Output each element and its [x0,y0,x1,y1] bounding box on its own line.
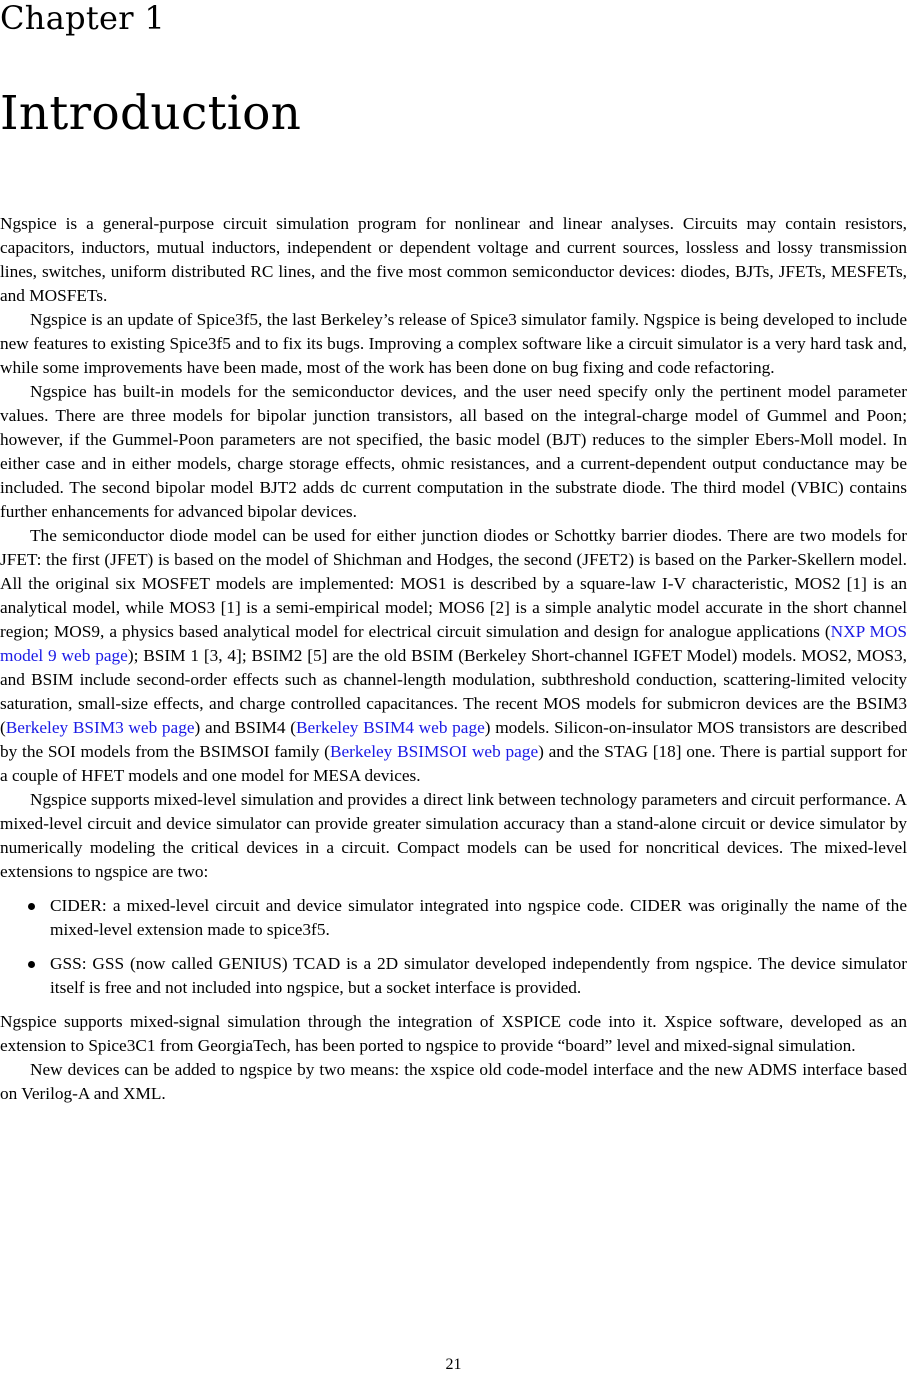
chapter-label: Chapter 1 [0,0,165,37]
list-item-text: CIDER: a mixed-level circuit and device simulator integrated into ngspice code. CIDER was originally the name of the mixed-level extension made to spice3f5. [50,896,907,939]
list-item-text: GSS: GSS (now called GENIUS) TCAD is a 2D simulator developed independently from ngspice. The device simulator itself is free and not included into ngspice, but a socket interface is provided. [50,954,907,997]
paragraph-text: The semiconductor diode model can be used for either junction diodes or Schottky barrier diodes. There are two models for JFET: the first (JFET) is based on the model of Shichman and Hodges, the second (JFET2) is based on the Parker-Skellern model. All the original six MOSFET models are implemented: MOS1 is described by a square-law I-V characteristic, MOS2 [1] is an analytical model, while MOS3 [1] is a semi-empirical model; MOS6 [2] is a simple analytic model accurate in the short channel region; MOS9, a physics based analytical model for electrical circuit simulation and design for analogue applications ( [0,526,907,641]
berkeley-bsim3-link[interactable]: Berkeley BSIM3 web page [5,718,195,737]
list-item-cider [0,894,907,942]
paragraph-new-devices: New devices can be added to ngspice by two means: the xspice old code-model interface and the new ADMS interface based on Verilog-A and XML. [0,1060,907,1103]
mixed-level-extensions-list [0,894,907,1000]
chapter-title: Introduction [0,86,302,141]
paragraph-text: ); BSIM 1 [3, 4]; BSIM2 [5] are the old BSIM (Berkeley Short-channel IGFET Model) models. MOS2, MOS3, and BSIM include second-order effects such as channel-length modulation, subthreshold conduction, scattering-limited velocity saturation, small-size effects, and charge controlled capacitances. The recent MOS models for submicron devices are the BSIM3 ( [0,646,907,737]
paragraph-text: ) and BSIM4 ( [194,718,296,737]
bullet-icon [28,961,35,968]
berkeley-bsimsoi-link[interactable]: Berkeley BSIMSOI web page [329,742,539,761]
berkeley-bsim4-link[interactable]: Berkeley BSIM4 web page [296,718,485,737]
paragraph-overview: Ngspice is a general-purpose circuit simulation program for nonlinear and linear analyses. Circuits may contain resistors, capacitors, inductors, mutual inductors, independent or dependent voltage and current sources, lossless and lossy transmission lines, switches, uniform distributed RC lines, and the five most common semiconductor devices: diodes, BJTs, JFETs, MESFETs, and MOSFETs. [0,214,907,305]
paragraph-text: ) and the STAG [18] one. There is partial support for a couple of HFET models and one model for MESA devices. [0,742,907,785]
paragraph-spice3f5-update: Ngspice is an update of Spice3f5, the last Berkeley’s release of Spice3 simulator family. Ngspice is being developed to include new features to existing Spice3f5 and to fix its bugs. Improving a complex software like a circuit simulator is a very hard task and, while some improvements have been made, most of the work has been done on bug fixing and code refactoring. [0,310,907,377]
paragraph-mixed-signal: Ngspice supports mixed-signal simulation through the integration of XSPICE code into it. Xspice software, developed as an extension to Spice3C1 from GeorgiaTech, has been ported to ngspice to provide “board” level and mixed-signal simulation. [0,1012,907,1055]
nxp-mos-model-9-link[interactable]: NXP MOS model 9 web page [0,622,907,665]
list-item-gss [0,952,907,1000]
paragraph-bipolar-models: Ngspice has built-in models for the semiconductor devices, and the user need specify only the pertinent model parameter values. There are three models for bipolar junction transistors, all based on the integral-charge model of Gummel and Poon; however, if the Gummel-Poon parameters are not specified, the basic model (BJT) reduces to the simpler Ebers-Moll model. In either case and in either models, charge storage effects, ohmic resistances, and a current-dependent output conductance may be included. The second bipolar model BJT2 adds dc current computation in the substrate diode. The third model (VBIC) contains further enhancements for advanced bipolar devices. [0,382,907,521]
paragraph-device-models [0,524,907,788]
bullet-icon [28,903,35,910]
page-number: 21 [445,1356,462,1373]
paragraph-mixed-level: Ngspice supports mixed-level simulation and provides a direct link between technology parameters and circuit performance. A mixed-level circuit and device simulator can provide greater simulation accuracy than a stand-alone circuit or device simulator by numerically modeling the critical devices in a circuit. Compact models can be used for noncritical devices. The mixed-level extensions to ngspice are two: [0,790,907,881]
body-text [0,212,907,1106]
paragraph-text: ) models. Silicon-on-insulator MOS transistors are described by the SOI models from the BSIMSOI family ( [0,718,907,761]
